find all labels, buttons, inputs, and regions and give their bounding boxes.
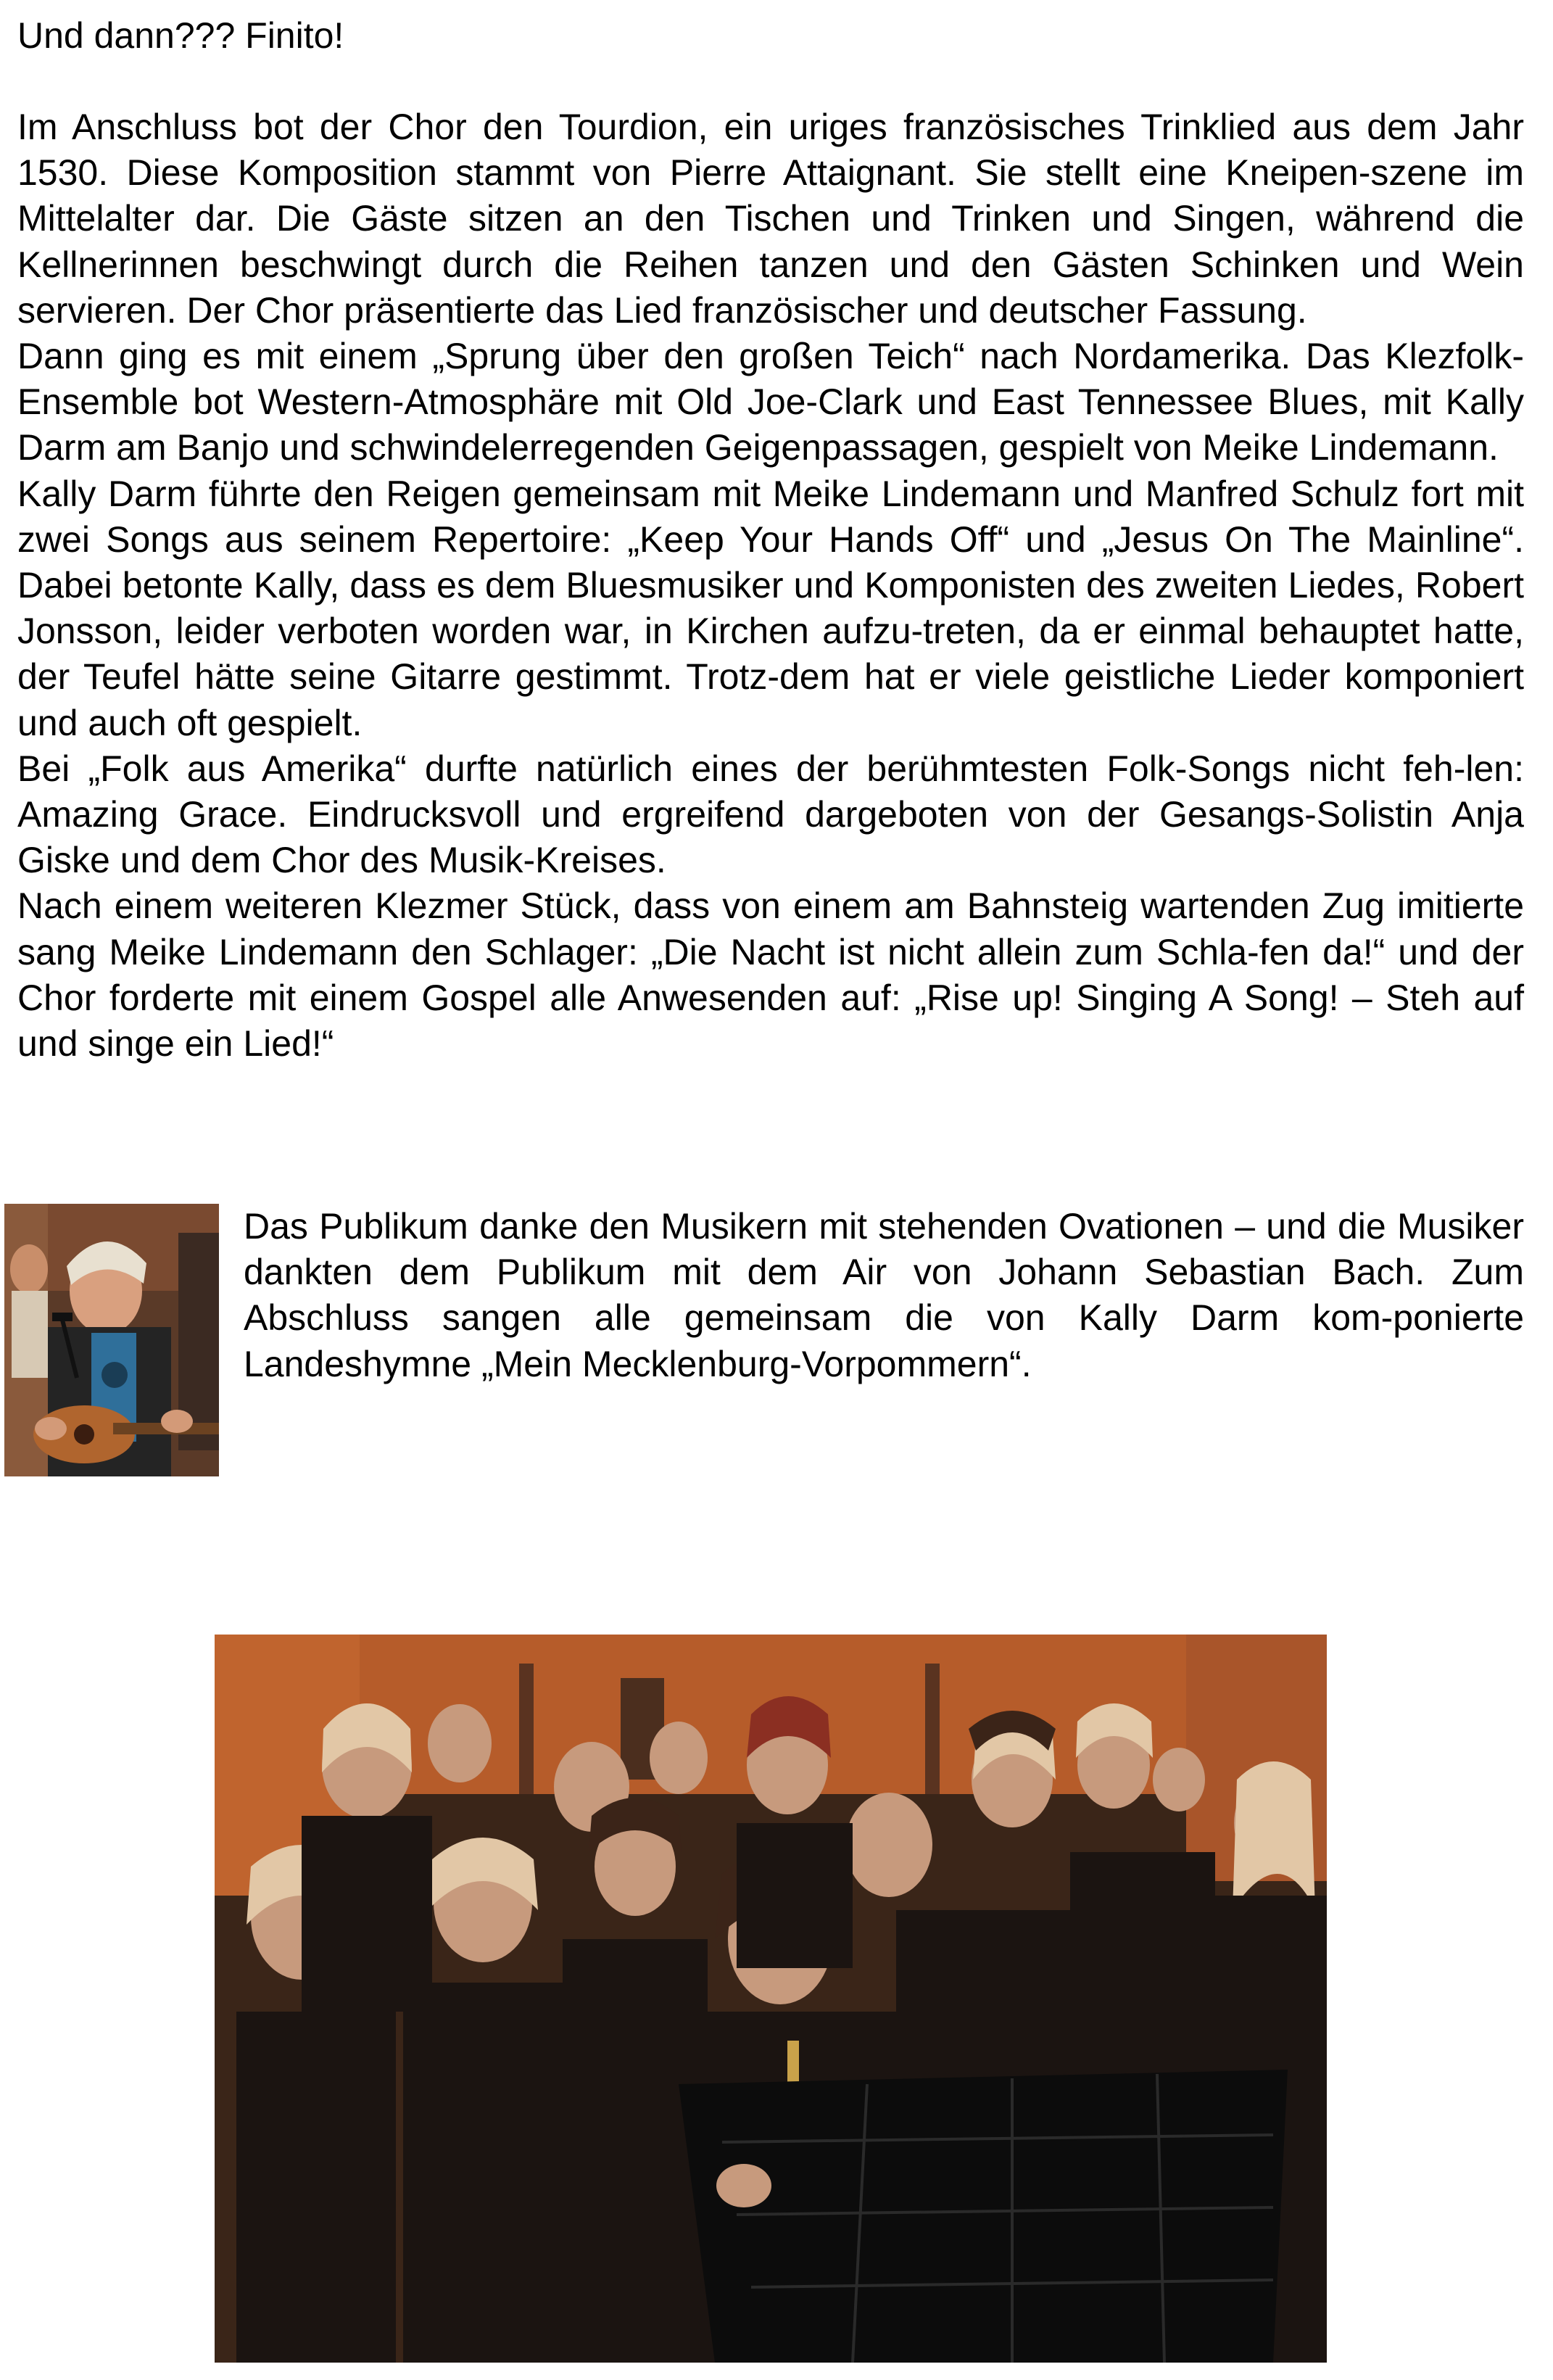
paragraph-amazing-grace: Bei „Folk aus Amerika“ durfte natürlich eines der berühmtesten Folk-Songs nicht feh-len: Amazing Grace. Eindrucksvoll und ergreifend dargeboten von der Gesangs-Solistin Anja Giske und dem Chor des Musik-Kreises. xyxy=(17,748,1524,881)
body-text xyxy=(17,104,1524,1067)
closing-paragraph: Das Publikum danke den Musikern mit stehenden Ovationen – und die Musiker dankten dem Publikum mit dem Air von Johann Sebastian Bach. Zum Abschluss sangen alle gemeinsam die von Kally Darm kom-ponierte Landeshymne „Mein Mecklenburg-Vorpommern“. xyxy=(244,1206,1524,1384)
paragraph-tourdion: Im Anschluss bot der Chor den Tourdion, ein uriges französisches Trinklied aus dem Jahr 1530. Diese Komposition stammt von Pierre Attaignant. Sie stellt eine Kneipen-szene im Mittelalter dar. Die Gäste sitzen an den Tischen und Trinken und Singen, während die Kellnerinnen beschwingt durch die Reihen tanzen und den Gästen Schinken und Wein servieren. Der Chor präsentierte das Lied französischer und deutscher Fassung. xyxy=(17,107,1524,331)
guitarist-photo xyxy=(4,1204,219,1476)
photo-with-text xyxy=(4,1204,1524,1494)
section-heading: Und dann??? Finito! xyxy=(17,15,344,56)
paragraph-klezmer: Nach einem weiteren Klezmer Stück, dass von einem am Bahnsteig wartenden Zug imitierte sang Meike Lindemann den Schlager: „Die Nacht ist nicht allein zum Schla-fen da!“ und der Chor forderte mit einem Gospel alle Anwesenden auf: „Rise up! Singing A Song! – Steh auf und singe ein Lied!“ xyxy=(17,885,1524,1065)
paragraph-nordamerika: Dann ging es mit einem „Sprung über den großen Teich“ nach Nordamerika. Das Klezfolk-Ensemble bot Western-Atmosphäre mit Old Joe-Clark und East Tennessee Blues, mit Kally Darm am Banjo und schwindelerregenden Geigenpassagen, gespielt von Meike Lindemann. xyxy=(17,336,1524,468)
paragraph-kally-darm: Kally Darm führte den Reigen gemeinsam mit Meike Lindemann und Manfred Schulz fort mit zwei Songs aus seinem Repertoire: „Keep Your Hands Off“ und „Jesus On The Mainline“. Dabei betonte Kally, dass es dem Bluesmusiker und Komponisten des zweiten Liedes, Robert Jonsson, leider verboten worden war, in Kirchen aufzu-treten, da er einmal behauptet hatte, der Teufel hätte seine Gitarre gestimmt. Trotz-dem hat er viele geistliche Lieder komponiert und auch oft gespielt. xyxy=(17,473,1524,743)
choir-photo xyxy=(215,1635,1327,2363)
